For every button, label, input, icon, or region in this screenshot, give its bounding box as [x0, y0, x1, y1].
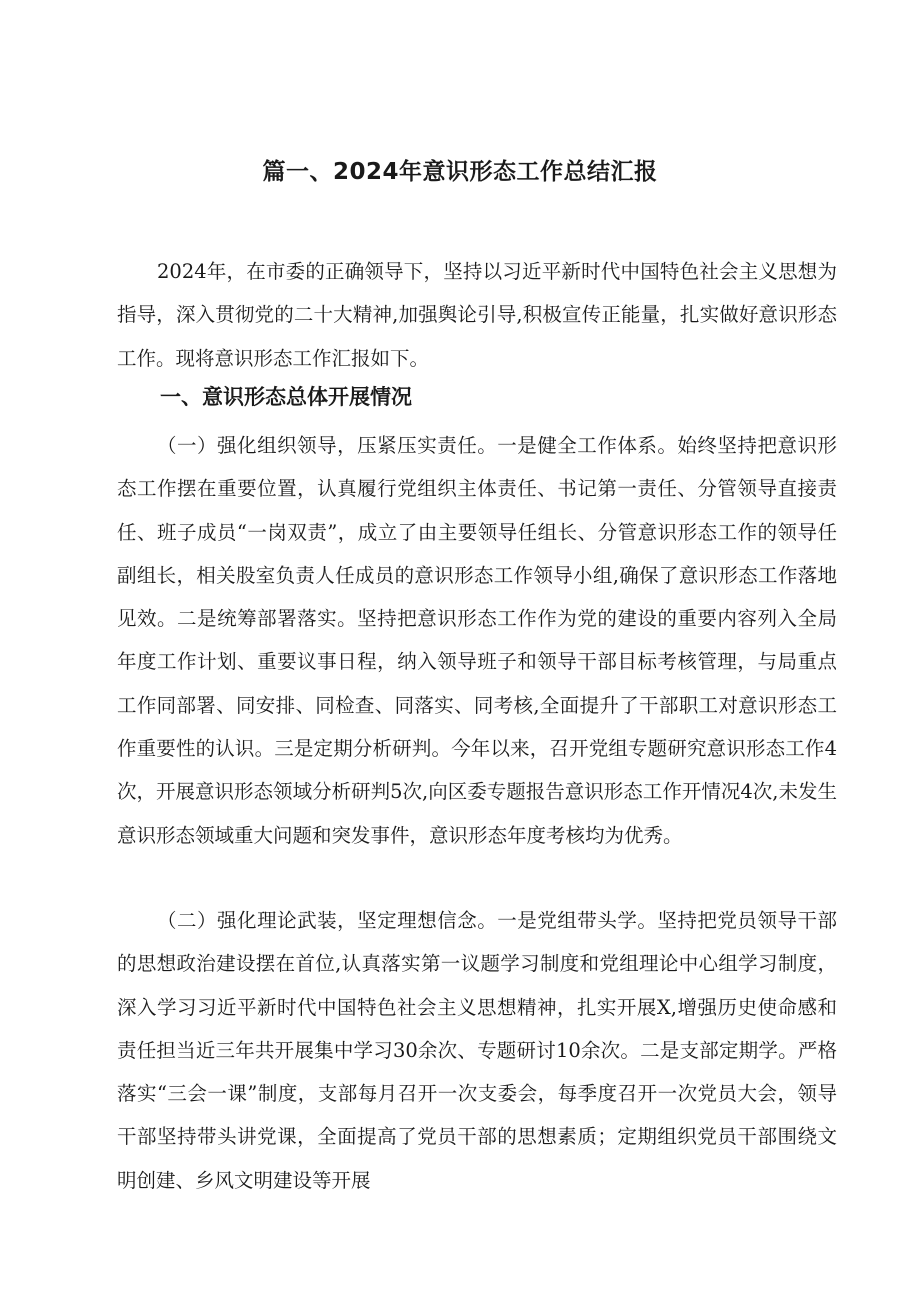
intro-paragraph: 2024年，在市委的正确领导下，坚持以习近平新时代中国特色社会主义思想为指导，深入贯彻党的二十大精神,加强舆论引导,积极宣传正能量，扎实做好意识形态工作。现将意识形态工作汇报如下。 [117, 260, 837, 370]
section-heading: 一、意识形态总体开展情况 [160, 385, 412, 409]
document-title: 篇一、2024年意识形态工作总结汇报 [262, 159, 658, 185]
body-paragraph-1: （一）强化组织领导，压紧压实责任。一是健全工作体系。始终坚持把意识形态工作摆在重要位置，认真履行党组织主体责任、书记第一责任、分管领导直接责任、班子成员“一岗双责”，成立了由主要领导任组长、分管意识形态工作的领导任副组长，相关股室负责人任成员的意识形态工作领导小组,确保了意识形态工作落地见效。二是统筹部署落实。坚持把意识形态工作作为党的建设的重要内容列入全局年度工作计划、重要议事日程，纳入领导班子和领导干部目标考核管理，与局重点工作同部署、同安排、同检查、同落实、同考核,全面提升了干部职工对意识形态工作重要性的认识。三是定期分析研判。今年以来，召开党组专题研究意识形态工作4次，开展意识形态领域分析研判5次,向区委专题报告意识形态工作开情况4次,未发生意识形态领域重大问题和突发事件，意识形态年度考核均为优秀。 [117, 434, 837, 847]
body-paragraph-2: （二）强化理论武装，坚定理想信念。一是党组带头学。坚持把党员领导干部的思想政治建设摆在首位,认真落实第一议题学习制度和党组理论中心组学习制度，深入学习习近平新时代中国特色社会主义思想精神，扎实开展X,增强历史使命感和责任担当近三年共开展集中学习30余次、专题研讨10余次。二是支部定期学。严格落实“三会一课”制度，支部每月召开一次支委会，每季度召开一次党员大会，领导干部坚持带头讲党课，全面提高了党员干部的思想素质；定期组织党员干部围绕文明创建、乡风文明建设等开展 [117, 909, 837, 1192]
